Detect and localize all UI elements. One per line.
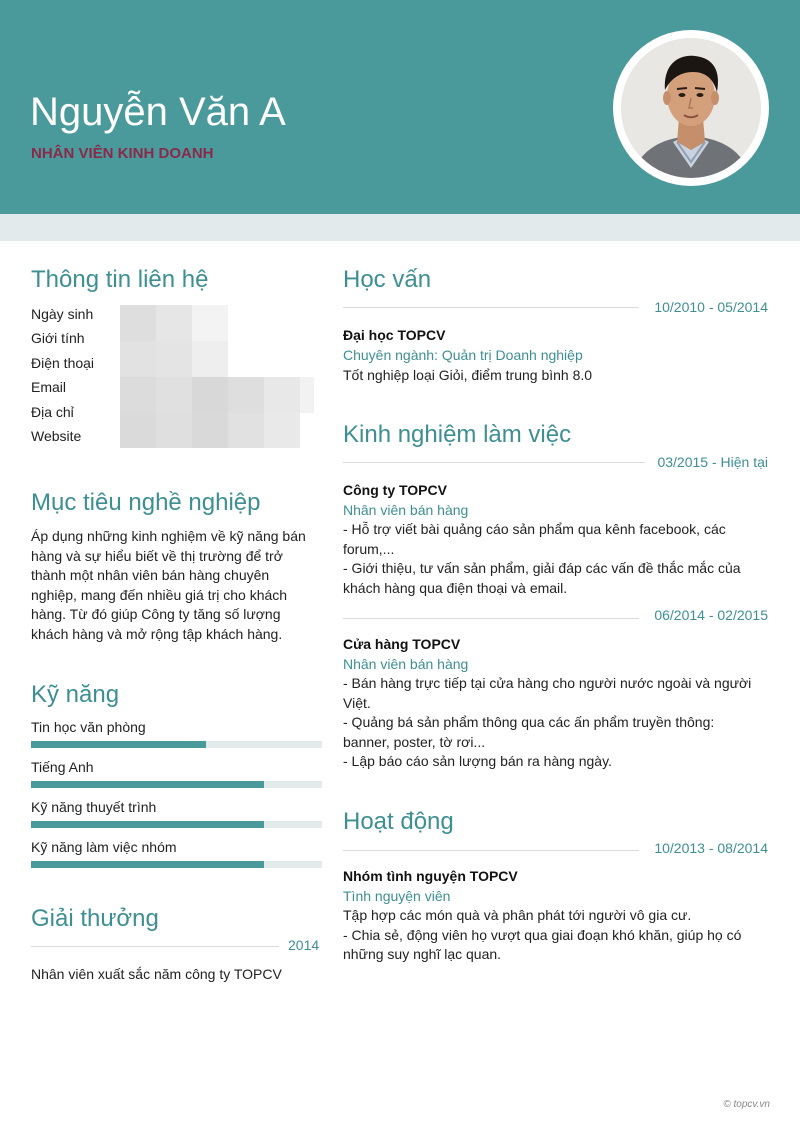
skill-bar-fill	[31, 781, 264, 788]
activities-desc	[343, 906, 741, 965]
experience-role-2: Nhân viên bán hàng	[343, 656, 469, 672]
contact-title: Thông tin liên hệ	[31, 266, 209, 293]
education-title: Học vấn	[343, 266, 432, 293]
award-text: Nhân viên xuất sắc năm công ty TOPCV	[31, 966, 282, 982]
experience-line: banner, poster, tờ rơi...	[343, 733, 486, 750]
activities-title: Hoạt động	[343, 808, 454, 835]
experience-desc-1	[343, 520, 741, 598]
experience-company-1: Công ty TOPCV	[343, 482, 447, 498]
objective-title: Mục tiêu nghề nghiệp	[31, 489, 261, 516]
experience-divider-1	[343, 462, 645, 463]
experience-title: Kinh nghiệm làm việc	[343, 421, 572, 448]
experience-line: - Lập báo cáo sản lượng bán ra hàng ngày.	[343, 753, 612, 769]
objective-line: nghiệp, mang đến nhiều giá trị cho khách	[31, 586, 288, 603]
skill-label: Tin học văn phòng	[31, 719, 146, 735]
education-major: Chuyên ngành: Quản trị Doanh nghiệp	[343, 347, 583, 363]
contact-field-address: Địa chỉ	[31, 404, 74, 420]
activities-org: Nhóm tình nguyện TOPCV	[343, 868, 518, 884]
experience-line: - Quảng bá sản phẩm thông qua các ấn phẩm truyền thông:	[343, 714, 715, 730]
experience-line: - Bán hàng trực tiếp tại cửa hàng cho người nước ngoài và người	[343, 675, 752, 691]
education-divider	[343, 307, 639, 308]
skill-bar	[31, 821, 322, 828]
experience-line: - Hỗ trợ viết bài quảng cáo sản phẩm qua kênh facebook, các	[343, 521, 726, 537]
skill-bar	[31, 781, 322, 788]
objective-line: hàng và sự hiểu biết về thị trường để trở	[31, 547, 283, 564]
avatar-portrait-icon	[621, 38, 761, 178]
experience-date-2: 06/2014 - 02/2015	[654, 607, 768, 623]
activities-line: những suy nghĩ lạc quan.	[343, 946, 502, 962]
activities-role: Tình nguyện viên	[343, 888, 451, 904]
avatar	[613, 30, 769, 186]
skill-bar	[31, 861, 322, 868]
avatar-photo	[621, 38, 761, 178]
job-title: NHÂN VIÊN KINH DOANH	[31, 145, 214, 162]
skill-label: Tiếng Anh	[31, 759, 94, 775]
redacted-contact-values	[120, 305, 314, 448]
header-strip	[0, 214, 800, 241]
experience-divider-2	[343, 618, 639, 619]
experience-line: khách hàng qua điện thoại và email.	[343, 579, 568, 596]
skill-label: Kỹ năng làm việc nhóm	[31, 839, 177, 855]
skill-bar-fill	[31, 741, 206, 748]
objective-line: hàng. Từ đó giúp Công ty tăng số lượng	[31, 606, 281, 622]
objective-line: khách hàng và mở rộng tập khách hàng.	[31, 625, 283, 642]
objective-line: thành một nhân viên bán hàng chuyên	[31, 567, 270, 583]
skill-bar-fill	[31, 821, 264, 828]
experience-date-1: 03/2015 - Hiện tại	[657, 454, 768, 470]
activities-date: 10/2013 - 08/2014	[654, 840, 768, 856]
experience-desc-2	[343, 674, 751, 772]
awards-date: 2014	[288, 937, 320, 953]
contact-field-email: Email	[31, 379, 67, 395]
contact-field-dob: Ngày sinh	[31, 306, 94, 322]
candidate-name: Nguyễn Văn A	[30, 90, 286, 134]
experience-line: - Giới thiệu, tư vấn sản phẩm, giải đáp các vấn đề thắc mắc của	[343, 560, 741, 576]
contact-field-gender: Giới tính	[31, 330, 85, 346]
awards-divider	[31, 946, 279, 947]
footer-watermark: © topcv.vn	[723, 1099, 770, 1110]
experience-line: Việt.	[343, 694, 371, 711]
skill-label: Kỹ năng thuyết trình	[31, 799, 157, 815]
activities-line: Tập hợp các món quà và phân phát tới người vô gia cư.	[343, 907, 692, 923]
education-school: Đại học TOPCV	[343, 327, 446, 343]
experience-line: forum,...	[343, 540, 395, 557]
objective-line: Áp dụng những kinh nghiệm về kỹ năng bán	[31, 528, 306, 544]
activities-line: - Chia sẻ, động viên họ vượt qua giai đoạn khó khăn, giúp họ có	[343, 926, 742, 943]
contact-field-website: Website	[31, 428, 82, 444]
education-date: 10/2010 - 05/2014	[654, 299, 768, 315]
experience-company-2: Cửa hàng TOPCV	[343, 636, 461, 652]
objective-text	[31, 527, 306, 644]
skill-bar	[31, 741, 322, 748]
skills-title: Kỹ năng	[31, 681, 120, 708]
contact-field-phone: Điện thoại	[31, 355, 95, 371]
activities-divider	[343, 850, 639, 851]
education-result: Tốt nghiệp loại Giỏi, điểm trung bình 8.0	[343, 367, 593, 383]
experience-role-1: Nhân viên bán hàng	[343, 502, 469, 518]
skill-bar-fill	[31, 861, 264, 868]
awards-title: Giải thưởng	[31, 905, 159, 932]
